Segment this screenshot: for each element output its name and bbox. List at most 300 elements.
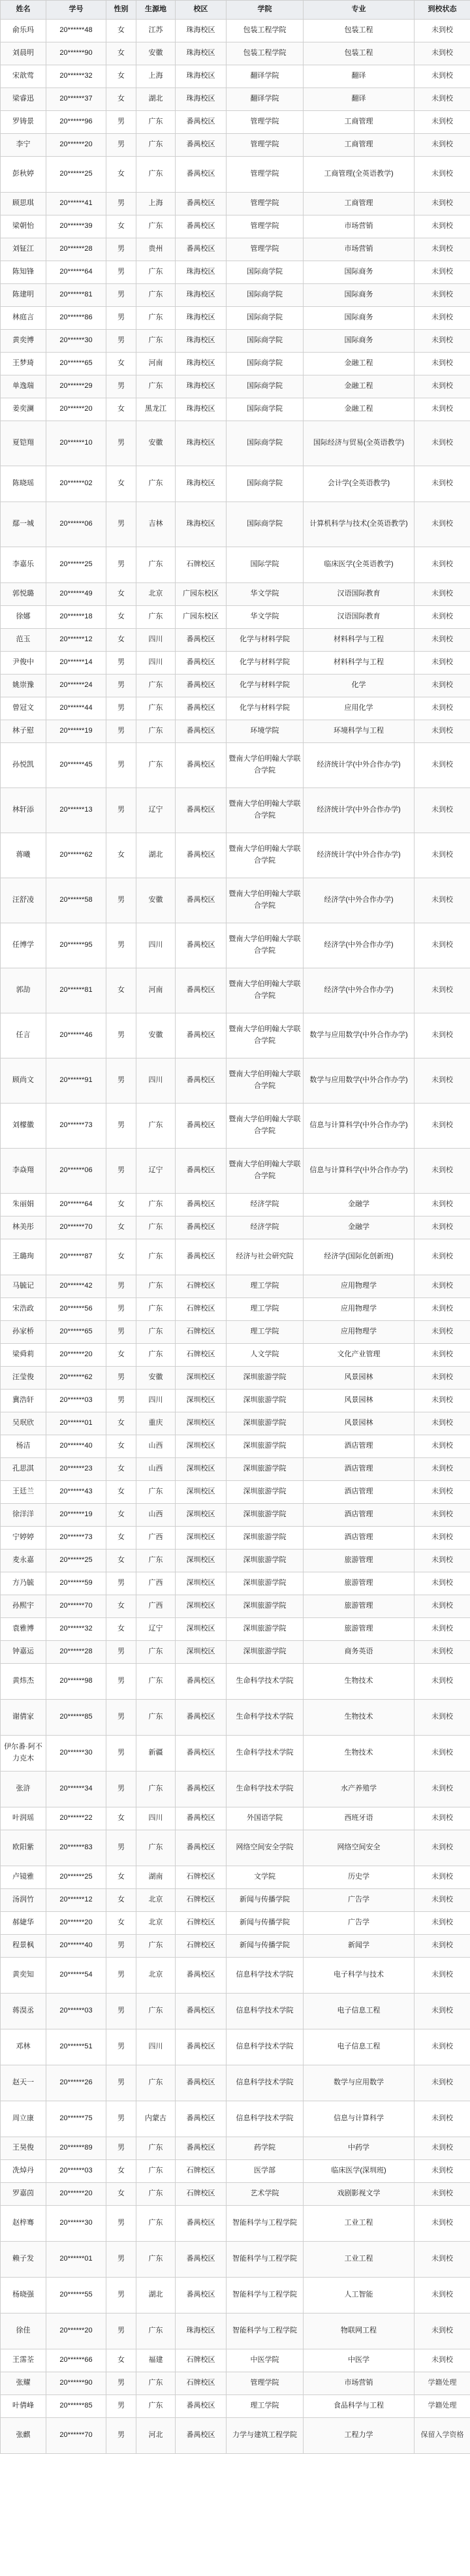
cell-college: 国际商学院	[227, 353, 304, 375]
cell-campus: 番禺校区	[176, 1149, 227, 1194]
cell-status: 未到校	[415, 1889, 470, 1912]
header-gender: 性别	[106, 1, 136, 20]
cell-status: 未到校	[415, 1527, 470, 1550]
cell-origin: 湖北	[136, 2278, 176, 2314]
cell-name: 郭劼	[1, 968, 46, 1013]
cell-name: 陈建明	[1, 284, 46, 307]
cell-origin: 四川	[136, 923, 176, 968]
cell-campus: 石牌校区	[176, 2372, 227, 2395]
cell-major: 会计学(全英语教学)	[304, 466, 415, 502]
cell-college: 暨南大学伯明翰大学联合学院	[227, 1104, 304, 1149]
cell-gender: 男	[106, 1830, 136, 1866]
cell-status: 未到校	[415, 307, 470, 330]
cell-major: 酒店管理	[304, 1435, 415, 1458]
cell-college: 国际商学院	[227, 398, 304, 421]
cell-status: 未到校	[415, 1344, 470, 1367]
cell-status: 未到校	[415, 1435, 470, 1458]
table-row	[1, 375, 470, 398]
cell-origin: 广东	[136, 2206, 176, 2242]
cell-origin: 广东	[136, 1239, 176, 1275]
cell-student-id: 20******37	[46, 88, 106, 111]
cell-major: 国际商务	[304, 284, 415, 307]
cell-origin: 广东	[136, 215, 176, 238]
cell-major: 数学与应用数学(中外合作办学)	[304, 1013, 415, 1058]
cell-student-id: 20******86	[46, 307, 106, 330]
cell-name: 袁雅博	[1, 1618, 46, 1641]
cell-origin: 广东	[136, 1481, 176, 1504]
cell-college: 暨南大学伯明翰大学联合学院	[227, 878, 304, 923]
cell-student-id: 20******58	[46, 878, 106, 923]
cell-college: 深圳旅游学院	[227, 1595, 304, 1618]
cell-origin: 新疆	[136, 1736, 176, 1772]
cell-campus: 番禺校区	[176, 2278, 227, 2314]
cell-student-id: 20******54	[46, 1958, 106, 1994]
cell-origin: 内蒙古	[136, 2101, 176, 2137]
cell-gender: 男	[106, 284, 136, 307]
cell-college: 华文学院	[227, 606, 304, 629]
cell-status: 未到校	[415, 2137, 470, 2160]
table-row	[1, 1390, 470, 1412]
cell-name: 黄炜杰	[1, 1664, 46, 1700]
table-row	[1, 547, 470, 583]
cell-gender: 男	[106, 1390, 136, 1412]
cell-gender: 男	[106, 2418, 136, 2454]
table-row	[1, 193, 470, 215]
table-row	[1, 2101, 470, 2137]
cell-status: 未到校	[415, 1216, 470, 1239]
cell-status: 未到校	[415, 788, 470, 833]
cell-major: 国际商务	[304, 330, 415, 353]
cell-college: 管理学院	[227, 134, 304, 157]
cell-gender: 女	[106, 1504, 136, 1527]
cell-gender: 男	[106, 1664, 136, 1700]
cell-name: 郝婕华	[1, 1912, 46, 1935]
table-row	[1, 2183, 470, 2206]
cell-campus: 珠海校区	[176, 2314, 227, 2349]
cell-student-id: 20******26	[46, 2065, 106, 2101]
cell-campus: 石牌校区	[176, 1275, 227, 1298]
cell-gender: 男	[106, 1321, 136, 1344]
cell-gender: 女	[106, 1527, 136, 1550]
cell-status: 保留入学资格	[415, 2418, 470, 2454]
cell-name: 夏铠翔	[1, 421, 46, 466]
cell-origin: 广东	[136, 606, 176, 629]
table-row	[1, 307, 470, 330]
cell-status: 未到校	[415, 1504, 470, 1527]
cell-campus: 深圳校区	[176, 1412, 227, 1435]
cell-student-id: 20******25	[46, 1550, 106, 1572]
cell-status: 未到校	[415, 1550, 470, 1572]
cell-campus: 番禺校区	[176, 134, 227, 157]
cell-campus: 番禺校区	[176, 1239, 227, 1275]
cell-college: 包装工程学院	[227, 20, 304, 42]
table-row	[1, 720, 470, 743]
cell-major: 风景园林	[304, 1367, 415, 1390]
cell-origin: 山西	[136, 1504, 176, 1527]
cell-name: 冀浩轩	[1, 1390, 46, 1412]
table-row	[1, 2242, 470, 2278]
cell-college: 暨南大学伯明翰大学联合学院	[227, 743, 304, 788]
cell-student-id: 20******90	[46, 42, 106, 65]
cell-college: 智能科学与工程学院	[227, 2242, 304, 2278]
cell-name: 黄奕博	[1, 330, 46, 353]
table-row	[1, 1504, 470, 1527]
header-name: 姓名	[1, 1, 46, 20]
table-row	[1, 1889, 470, 1912]
cell-student-id: 20******85	[46, 2395, 106, 2418]
cell-name: 孔思淇	[1, 1458, 46, 1481]
cell-gender: 男	[106, 743, 136, 788]
table-row	[1, 583, 470, 606]
cell-major: 应用化学	[304, 697, 415, 720]
cell-student-id: 20******51	[46, 2029, 106, 2065]
cell-student-id: 20******64	[46, 261, 106, 284]
cell-origin: 广东	[136, 2242, 176, 2278]
cell-major: 中医学	[304, 2349, 415, 2372]
cell-student-id: 20******03	[46, 1994, 106, 2029]
cell-gender: 女	[106, 353, 136, 375]
cell-status: 未到校	[415, 65, 470, 88]
cell-name: 叶润瑶	[1, 1807, 46, 1830]
cell-student-id: 20******01	[46, 2242, 106, 2278]
cell-campus: 石牌校区	[176, 1866, 227, 1889]
cell-origin: 安徽	[136, 42, 176, 65]
cell-gender: 男	[106, 238, 136, 261]
cell-status: 未到校	[415, 2029, 470, 2065]
cell-student-id: 20******45	[46, 743, 106, 788]
cell-name: 杨洁	[1, 1435, 46, 1458]
cell-status: 未到校	[415, 2242, 470, 2278]
cell-gender: 男	[106, 111, 136, 134]
cell-student-id: 20******56	[46, 1298, 106, 1321]
cell-status: 未到校	[415, 675, 470, 697]
cell-student-id: 20******39	[46, 215, 106, 238]
cell-student-id: 20******06	[46, 1149, 106, 1194]
cell-student-id: 20******55	[46, 2278, 106, 2314]
cell-name: 赖子发	[1, 2242, 46, 2278]
cell-student-id: 20******18	[46, 606, 106, 629]
cell-gender: 男	[106, 193, 136, 215]
cell-gender: 男	[106, 675, 136, 697]
table-row	[1, 261, 470, 284]
cell-major: 化学	[304, 675, 415, 697]
table-row	[1, 1058, 470, 1104]
cell-status: 未到校	[415, 1013, 470, 1058]
cell-major: 计算机科学与技术(全英语教学)	[304, 502, 415, 547]
cell-student-id: 20******22	[46, 1807, 106, 1830]
cell-college: 国际学院	[227, 547, 304, 583]
cell-major: 酒店管理	[304, 1481, 415, 1504]
cell-student-id: 20******10	[46, 421, 106, 466]
cell-major: 旅游管理	[304, 1595, 415, 1618]
cell-major: 生物技术	[304, 1664, 415, 1700]
cell-major: 信息与计算科学(中外合作办学)	[304, 1149, 415, 1194]
cell-college: 人文学院	[227, 1344, 304, 1367]
cell-gender: 男	[106, 330, 136, 353]
cell-major: 酒店管理	[304, 1504, 415, 1527]
cell-name: 李嘉乐	[1, 547, 46, 583]
cell-student-id: 20******90	[46, 2372, 106, 2395]
cell-campus: 深圳校区	[176, 1435, 227, 1458]
table-row	[1, 1412, 470, 1435]
cell-origin: 福建	[136, 2349, 176, 2372]
cell-gender: 女	[106, 1595, 136, 1618]
cell-campus: 珠海校区	[176, 398, 227, 421]
cell-origin: 湖北	[136, 88, 176, 111]
cell-gender: 女	[106, 606, 136, 629]
cell-gender: 男	[106, 697, 136, 720]
cell-status: 未到校	[415, 466, 470, 502]
cell-name: 张耀	[1, 2372, 46, 2395]
cell-gender: 男	[106, 2314, 136, 2349]
cell-status: 未到校	[415, 1149, 470, 1194]
cell-major: 旅游管理	[304, 1618, 415, 1641]
cell-campus: 石牌校区	[176, 1344, 227, 1367]
table-row	[1, 1435, 470, 1458]
cell-status: 未到校	[415, 1104, 470, 1149]
cell-campus: 番禺校区	[176, 2029, 227, 2065]
table-row	[1, 1344, 470, 1367]
cell-campus: 珠海校区	[176, 421, 227, 466]
cell-major: 商务英语	[304, 1641, 415, 1664]
cell-name: 徐娜	[1, 606, 46, 629]
cell-student-id: 20******32	[46, 1618, 106, 1641]
cell-status: 未到校	[415, 284, 470, 307]
cell-major: 市场营销	[304, 215, 415, 238]
cell-status: 未到校	[415, 42, 470, 65]
cell-major: 国际商务	[304, 307, 415, 330]
cell-student-id: 20******95	[46, 923, 106, 968]
cell-origin: 上海	[136, 65, 176, 88]
cell-college: 国际商学院	[227, 284, 304, 307]
cell-origin: 四川	[136, 652, 176, 675]
cell-college: 新闻与传播学院	[227, 1935, 304, 1958]
cell-student-id: 20******42	[46, 1275, 106, 1298]
cell-origin: 贵州	[136, 238, 176, 261]
cell-status: 未到校	[415, 238, 470, 261]
cell-status: 未到校	[415, 1700, 470, 1736]
cell-origin: 四川	[136, 1807, 176, 1830]
cell-origin: 广东	[136, 720, 176, 743]
cell-name: 冼焯丹	[1, 2160, 46, 2183]
cell-college: 智能科学与工程学院	[227, 2314, 304, 2349]
cell-student-id: 20******06	[46, 502, 106, 547]
table-row	[1, 675, 470, 697]
cell-origin: 广东	[136, 1664, 176, 1700]
cell-major: 包装工程	[304, 42, 415, 65]
cell-campus: 番禺校区	[176, 2418, 227, 2454]
cell-student-id: 20******43	[46, 1481, 106, 1504]
cell-campus: 番禺校区	[176, 1807, 227, 1830]
cell-college: 国际商学院	[227, 261, 304, 284]
cell-major: 工商管理	[304, 111, 415, 134]
table-row	[1, 1149, 470, 1194]
table-row	[1, 1807, 470, 1830]
cell-campus: 番禺校区	[176, 697, 227, 720]
cell-gender: 女	[106, 2183, 136, 2206]
cell-origin: 广东	[136, 1216, 176, 1239]
cell-college: 环境学院	[227, 720, 304, 743]
cell-major: 国际经济与贸易(全英语教学)	[304, 421, 415, 466]
cell-name: 程景枫	[1, 1935, 46, 1958]
cell-student-id: 20******12	[46, 1889, 106, 1912]
cell-gender: 男	[106, 1367, 136, 1390]
cell-status: 未到校	[415, 1912, 470, 1935]
cell-gender: 女	[106, 20, 136, 42]
cell-gender: 女	[106, 2349, 136, 2372]
table-row	[1, 1772, 470, 1807]
cell-campus: 番禺校区	[176, 878, 227, 923]
cell-student-id: 20******49	[46, 583, 106, 606]
cell-status: 未到校	[415, 2065, 470, 2101]
cell-origin: 四川	[136, 2029, 176, 2065]
table-row	[1, 2029, 470, 2065]
cell-name: 刘钲江	[1, 238, 46, 261]
cell-student-id: 20******34	[46, 1772, 106, 1807]
cell-major: 电子信息工程	[304, 2029, 415, 2065]
cell-college: 理工学院	[227, 2395, 304, 2418]
cell-name: 梁朝怡	[1, 215, 46, 238]
cell-major: 临床医学(深圳班)	[304, 2160, 415, 2183]
cell-gender: 女	[106, 1344, 136, 1367]
cell-student-id: 20******20	[46, 2183, 106, 2206]
cell-gender: 男	[106, 1104, 136, 1149]
cell-origin: 广东	[136, 375, 176, 398]
cell-name: 顾尚文	[1, 1058, 46, 1104]
cell-college: 化学与材料学院	[227, 629, 304, 652]
cell-campus: 番禺校区	[176, 1736, 227, 1772]
cell-gender: 男	[106, 1958, 136, 1994]
cell-student-id: 20******75	[46, 2101, 106, 2137]
cell-major: 汉语国际教育	[304, 583, 415, 606]
cell-gender: 男	[106, 1641, 136, 1664]
cell-origin: 辽宁	[136, 788, 176, 833]
cell-status: 未到校	[415, 1390, 470, 1412]
cell-gender: 男	[106, 652, 136, 675]
cell-status: 未到校	[415, 547, 470, 583]
cell-college: 智能科学与工程学院	[227, 2278, 304, 2314]
table-row	[1, 1194, 470, 1216]
cell-college: 信息科学技术学院	[227, 2029, 304, 2065]
cell-campus: 番禺校区	[176, 2101, 227, 2137]
cell-student-id: 20******20	[46, 2314, 106, 2349]
cell-name: 伊尔番·阿不力克木	[1, 1736, 46, 1772]
table-row	[1, 1700, 470, 1736]
cell-campus: 番禺校区	[176, 629, 227, 652]
cell-college: 管理学院	[227, 111, 304, 134]
table-row	[1, 1641, 470, 1664]
cell-gender: 女	[106, 215, 136, 238]
cell-name: 赵梓骞	[1, 2206, 46, 2242]
cell-student-id: 20******85	[46, 1700, 106, 1736]
cell-campus: 番禺校区	[176, 2395, 227, 2418]
table-row	[1, 629, 470, 652]
cell-gender: 女	[106, 968, 136, 1013]
cell-campus: 深圳校区	[176, 1458, 227, 1481]
cell-name: 宋浩政	[1, 1298, 46, 1321]
cell-name: 郭悦璐	[1, 583, 46, 606]
cell-college: 深圳旅游学院	[227, 1527, 304, 1550]
header-arrival-status: 到校状态	[415, 1, 470, 20]
cell-student-id: 20******91	[46, 1058, 106, 1104]
cell-campus: 番禺校区	[176, 2206, 227, 2242]
cell-name: 宁婷婷	[1, 1527, 46, 1550]
cell-origin: 安徽	[136, 1367, 176, 1390]
cell-status: 未到校	[415, 878, 470, 923]
cell-status: 未到校	[415, 1367, 470, 1390]
table-row	[1, 421, 470, 466]
cell-campus: 深圳校区	[176, 1504, 227, 1527]
cell-college: 管理学院	[227, 2372, 304, 2395]
cell-campus: 珠海校区	[176, 353, 227, 375]
cell-origin: 辽宁	[136, 1149, 176, 1194]
cell-student-id: 20******96	[46, 111, 106, 134]
cell-student-id: 20******65	[46, 1321, 106, 1344]
table-row	[1, 42, 470, 65]
cell-status: 未到校	[415, 2349, 470, 2372]
cell-college: 国际商学院	[227, 307, 304, 330]
table-row	[1, 606, 470, 629]
cell-gender: 女	[106, 1889, 136, 1912]
cell-major: 工业工程	[304, 2206, 415, 2242]
cell-name: 孙熙宇	[1, 1595, 46, 1618]
cell-status: 未到校	[415, 375, 470, 398]
cell-name: 麦永嘉	[1, 1550, 46, 1572]
cell-gender: 男	[106, 1994, 136, 2029]
cell-name: 汪舒凌	[1, 878, 46, 923]
cell-campus: 番禺校区	[176, 1194, 227, 1216]
cell-college: 国际商学院	[227, 330, 304, 353]
cell-status: 未到校	[415, 1736, 470, 1772]
cell-student-id: 20******30	[46, 1736, 106, 1772]
table-row	[1, 2160, 470, 2183]
cell-gender: 男	[106, 2137, 136, 2160]
cell-campus: 深圳校区	[176, 1527, 227, 1550]
cell-status: 未到校	[415, 1458, 470, 1481]
cell-name: 蒋曦	[1, 833, 46, 878]
table-row	[1, 2278, 470, 2314]
cell-campus: 珠海校区	[176, 284, 227, 307]
cell-status: 未到校	[415, 502, 470, 547]
cell-campus: 番禺校区	[176, 652, 227, 675]
cell-status: 未到校	[415, 1275, 470, 1298]
cell-major: 酒店管理	[304, 1527, 415, 1550]
cell-gender: 男	[106, 2242, 136, 2278]
table-body	[1, 20, 470, 2454]
cell-student-id: 20******30	[46, 330, 106, 353]
cell-gender: 女	[106, 833, 136, 878]
cell-student-id: 20******81	[46, 968, 106, 1013]
cell-gender: 女	[106, 1216, 136, 1239]
cell-origin: 广东	[136, 134, 176, 157]
cell-status: 未到校	[415, 1058, 470, 1104]
cell-student-id: 20******19	[46, 1504, 106, 1527]
cell-student-id: 20******03	[46, 1390, 106, 1412]
cell-origin: 广东	[136, 1550, 176, 1572]
cell-origin: 四川	[136, 1390, 176, 1412]
table-row	[1, 2206, 470, 2242]
cell-name: 单逸瑞	[1, 375, 46, 398]
table-row	[1, 1912, 470, 1935]
table-row	[1, 215, 470, 238]
cell-gender: 男	[106, 2395, 136, 2418]
table-row	[1, 1458, 470, 1481]
cell-college: 暨南大学伯明翰大学联合学院	[227, 968, 304, 1013]
cell-student-id: 20******25	[46, 157, 106, 193]
cell-campus: 石牌校区	[176, 1912, 227, 1935]
cell-campus: 番禺校区	[176, 1104, 227, 1149]
table-row	[1, 1618, 470, 1641]
